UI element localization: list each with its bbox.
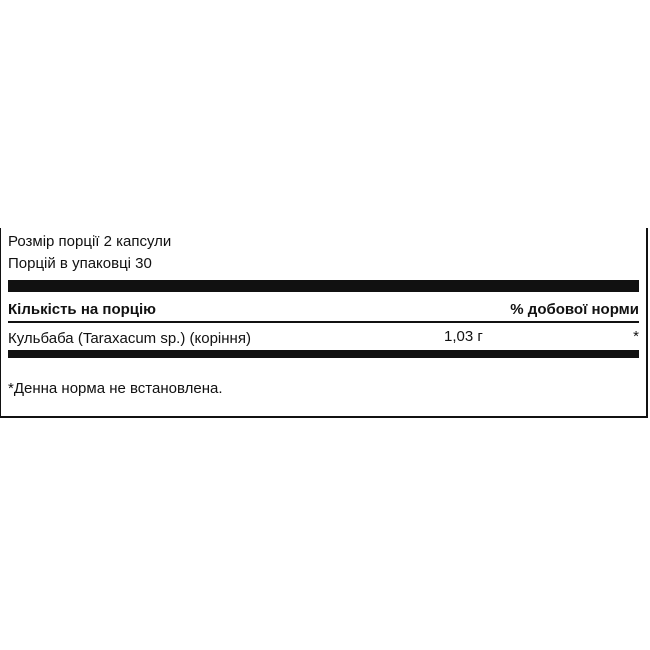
footnote: *Денна норма не встановлена.	[8, 380, 223, 397]
amount-per-serving-header: Кількість на порцію	[8, 301, 156, 318]
thick-divider-bottom	[8, 350, 639, 358]
ingredient-daily-value: *	[633, 328, 639, 345]
thick-divider-top	[8, 280, 639, 292]
servings-per-container: Порцій в упаковці 30	[8, 255, 152, 272]
supplement-facts-panel	[0, 228, 648, 418]
header-rule	[8, 321, 639, 323]
ingredient-amount: 1,03 г	[444, 328, 483, 345]
serving-size: Розмір порції 2 капсули	[8, 233, 172, 250]
daily-value-header: % добової норми	[510, 301, 639, 318]
ingredient-name: Кульбаба (Taraxacum sp.) (коріння)	[8, 330, 251, 347]
